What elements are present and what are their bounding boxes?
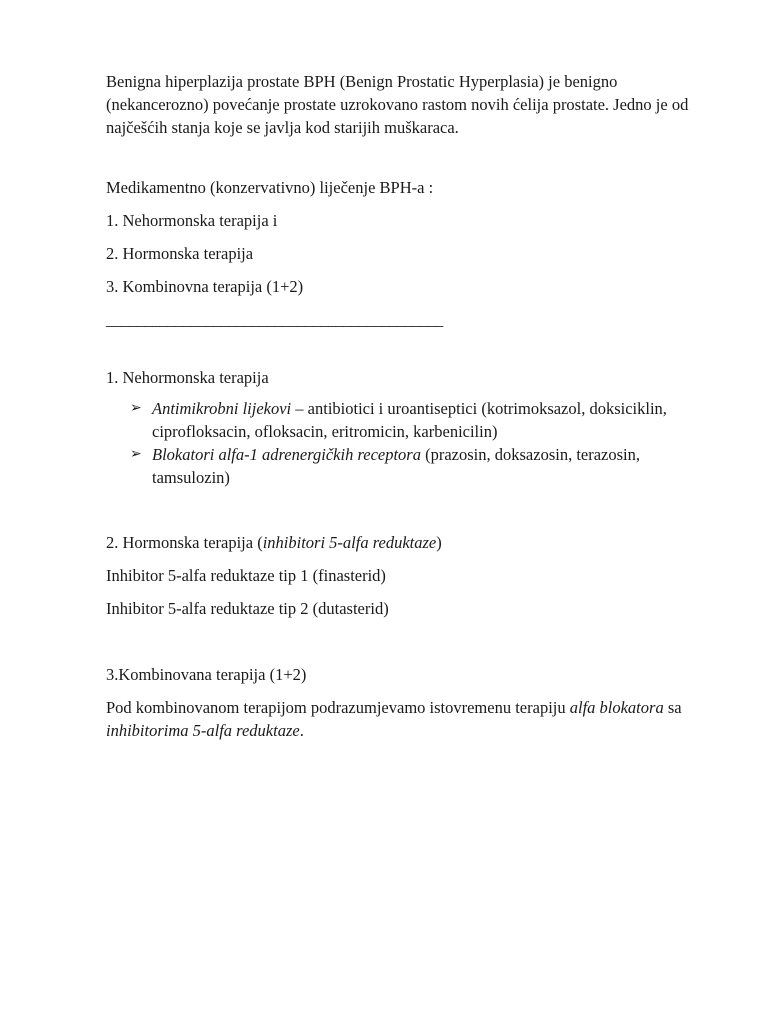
section1-heading: 1. Nehormonska terapija xyxy=(106,368,269,387)
list-item xyxy=(130,397,706,443)
section2-heading-prefix: 2. Hormonska terapija ( xyxy=(106,533,263,552)
section2-line-2: Inhibitor 5-alfa reduktaze tip 2 (dutasterid) xyxy=(106,599,389,618)
bullet-term: Blokatori alfa-1 adrenergičkih receptora xyxy=(152,445,421,464)
arrowhead-bullet-icon: ➢ xyxy=(130,446,142,462)
section3-term-inhibitorima: inhibitorima 5-alfa reduktaze xyxy=(106,721,300,740)
section3-paragraph xyxy=(106,696,706,742)
bullet-text: (prazosin, doksazosin, terazosin, tamsulozin) xyxy=(152,445,641,487)
section3-text-1: Pod kombinovanom terapijom podrazumjevamo istovremenu terapiju xyxy=(106,698,570,717)
bullet-term: Antimikrobni lijekovi xyxy=(152,399,292,418)
document-page xyxy=(106,70,706,742)
list-item xyxy=(130,443,706,489)
arrowhead-bullet-icon: ➢ xyxy=(130,400,142,416)
section-divider: ____________________________________________ xyxy=(106,310,443,329)
section1-bullet-list xyxy=(106,397,706,489)
treatment-heading: Medikamentno (konzervativno) liječenje BPH-a : xyxy=(106,178,434,197)
treatment-item-3: 3. Kombinovna terapija (1+2) xyxy=(106,277,304,296)
section3-text-3: . xyxy=(299,721,304,740)
section2-heading xyxy=(106,531,706,554)
treatment-item-2: 2. Hormonska terapija xyxy=(106,244,254,263)
section3-heading: 3.Kombinovana terapija (1+2) xyxy=(106,665,307,684)
section3-text-2: sa xyxy=(663,698,682,717)
section2-line-1: Inhibitor 5-alfa reduktaze tip 1 (finasterid) xyxy=(106,566,386,585)
treatment-item-1: 1. Nehormonska terapija i xyxy=(106,211,278,230)
intro-paragraph: Benigna hiperplazija prostate BPH (Benign Prostatic Hyperplasia) je benigno (nekancerozno) povećanje prostate uzrokovano rastom novih ćelija prostate. Jedno je od najčešćih stanja koje se javlja kod starijih muškaraca. xyxy=(106,72,689,137)
section2-heading-term: inhibitori 5-alfa reduktaze xyxy=(262,533,437,552)
bullet-text: – antibiotici i uroantiseptici (kotrimoksazol, doksiciklin, ciprofloksacin, ofloksacin, eritromicin, karbenicilin) xyxy=(152,399,667,441)
section2-heading-suffix: ) xyxy=(436,533,442,552)
section3-term-alfa-blokatora: alfa blokatora xyxy=(569,698,664,717)
